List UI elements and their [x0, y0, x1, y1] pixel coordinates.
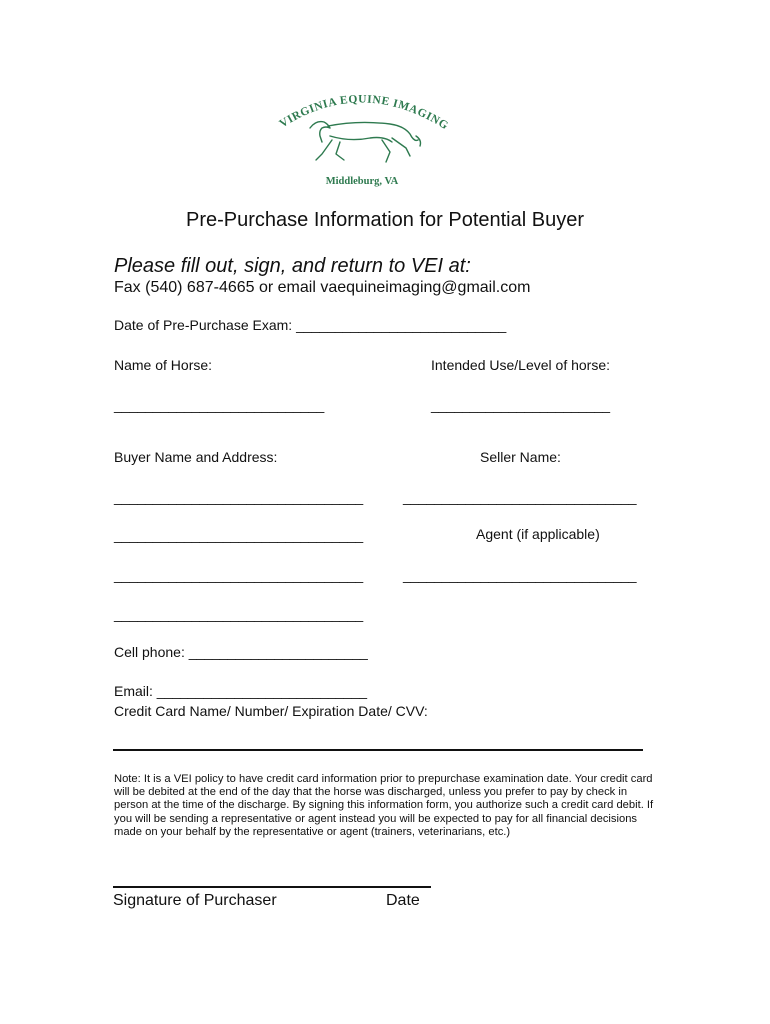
signature-label: Signature of Purchaser — [113, 892, 277, 909]
policy-note: Note: It is a VEI policy to have credit card information prior to prepurchase examination date. Your credit card will be debited at the end of the day that the horse was discharged, unless you prefer to pay by check in person at the time of the discharge. By signing this information form, you authorize such a credit card debit. If you will be sending a representative or agent instead you will be expected to pay for all financial decisions made on your behalf by the representative or agent (trainers, veterinarians, etc.) — [114, 773, 654, 838]
svg-text:VIRGINIA EQUINE IMAGING — [278, 93, 451, 132]
email-field[interactable]: Email: ___________________________ — [114, 683, 368, 699]
horse-logo-icon — [270, 80, 455, 192]
credit-card-line[interactable] — [113, 749, 643, 751]
seller-blank[interactable]: ______________________________ — [403, 489, 637, 505]
logo-name: VIRGINIA EQUINE IMAGING — [277, 93, 451, 133]
horse-name-label: Name of Horse: — [114, 357, 213, 373]
buyer-blank-1[interactable]: ________________________________ — [114, 489, 364, 505]
instructions: Please fill out, sign, and return to VEI at: — [114, 255, 471, 277]
credit-card-label: Credit Card Name/ Number/ Expiration Date/ CVV: — [114, 703, 428, 719]
intended-use-label: Intended Use/Level of horse: — [431, 357, 611, 373]
date-label: Date — [386, 892, 420, 909]
form-title: Pre-Purchase Information for Potential Buyer — [186, 209, 584, 231]
buyer-blank-3[interactable]: ________________________________ — [114, 567, 364, 583]
vei-logo — [270, 80, 455, 192]
agent-blank[interactable]: ______________________________ — [403, 567, 637, 583]
exam-date-field[interactable]: Date of Pre-Purchase Exam: ___________________________ — [114, 317, 507, 333]
seller-label: Seller Name: — [480, 449, 561, 465]
agent-label: Agent (if applicable) — [476, 526, 600, 542]
intended-use-blank[interactable]: _______________________ — [431, 397, 611, 413]
horse-name-blank[interactable]: ___________________________ — [114, 397, 325, 413]
logo-location: Middleburg, VA — [325, 176, 399, 187]
cell-phone-field[interactable]: Cell phone: _______________________ — [114, 644, 368, 660]
buyer-blank-2[interactable]: ________________________________ — [114, 527, 364, 543]
contact-info: Fax (540) 687-4665 or email vaequineimaging@gmail.com — [114, 279, 531, 296]
signature-line[interactable] — [113, 886, 431, 888]
buyer-label: Buyer Name and Address: — [114, 449, 278, 465]
buyer-blank-4[interactable]: ________________________________ — [114, 606, 364, 622]
